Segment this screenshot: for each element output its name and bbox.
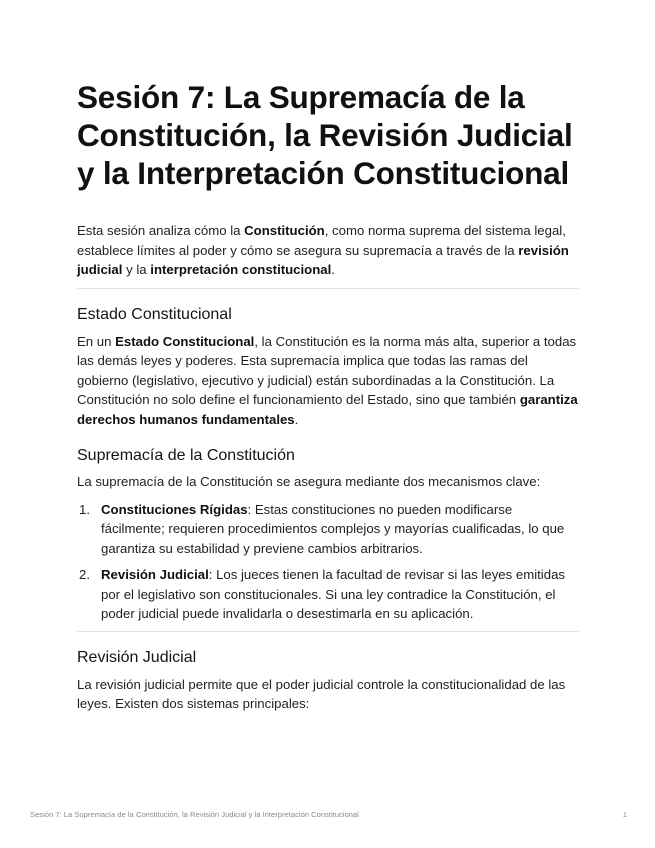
footer-title: Sesión 7: La Supremacía de la Constitución, la Revisión Judicial y la Interpretación Constitucional (30, 810, 359, 819)
estado-bold-1: Estado Constitucional (115, 333, 255, 349)
list-item-term: Revisión Judicial (101, 567, 209, 582)
list-item (79, 500, 579, 559)
intro-text-4: . (331, 262, 335, 277)
divider (77, 631, 579, 632)
revision-paragraph: La revisión judicial permite que el poder judicial controle la constitucionalidad de las leyes. Existen dos sistemas principales: (77, 676, 566, 711)
document-page (77, 78, 579, 714)
divider (77, 288, 579, 289)
intro-text-2: , como norma suprema del sistema legal, establece límites al poder y cómo se asegura su supremacía a través de la (77, 223, 566, 258)
section-heading-revision: Revisión Judicial (77, 648, 197, 666)
section-heading-estado: Estado Constitucional (77, 305, 232, 323)
estado-bold-2: garantiza derechos humanos fundamentales (77, 392, 578, 427)
intro-bold-3: interpretación constitucional (150, 262, 332, 277)
intro-bold-1: Constitución (244, 223, 325, 238)
mechanisms-list (77, 500, 579, 624)
page-title: Sesión 7: La Supremacía de la Constitución, la Revisión Judicial y la Interpretación Constitucional (77, 79, 573, 191)
intro-bold-2: revisión judicial (77, 242, 569, 277)
list-item-term: Constituciones Rígidas (101, 501, 248, 517)
section-heading-supremacia: Supremacía de la Constitución (77, 447, 295, 464)
list-item-text: : Los jueces tienen la facultad de revisar si las leyes emitidas por el legislativo son constitucionales. Si una ley contradice la Constitución, el poder judicial puede invalidarla o desestimarla en su aplicación. (101, 567, 565, 621)
estado-text-3: . (294, 411, 299, 427)
intro-text-3: y la (122, 262, 151, 277)
list-number: 1. (79, 501, 90, 517)
estado-paragraph (77, 332, 579, 430)
list-item (79, 565, 579, 624)
intro-text-1: Esta sesión analiza cómo la (77, 223, 245, 238)
intro-paragraph (77, 221, 579, 280)
list-item-text: : Estas constituciones no pueden modificarse fácilmente; requieren procedimientos complejos y mayorías cualificadas, lo que garantiza su estabilidad y previene cambios arbitrarios. (101, 501, 565, 556)
page-number: 1 (622, 810, 627, 819)
list-number: 2. (79, 567, 90, 582)
estado-text-2: , la Constitución es la norma más alta, superior a todas las demás leyes y poderes. Esta supremacía implica que todas las ramas del gobierno (legislativo, ejecutivo y judicial) están subordinadas a la Constitución. La Constitución no solo define el funcionamiento del Estado, sino que también (77, 333, 577, 407)
estado-text-1: En un (77, 333, 116, 349)
supremacia-lead: La supremacía de la Constitución se asegura mediante dos mecanismos clave: (77, 474, 541, 489)
page-footer (30, 810, 627, 819)
